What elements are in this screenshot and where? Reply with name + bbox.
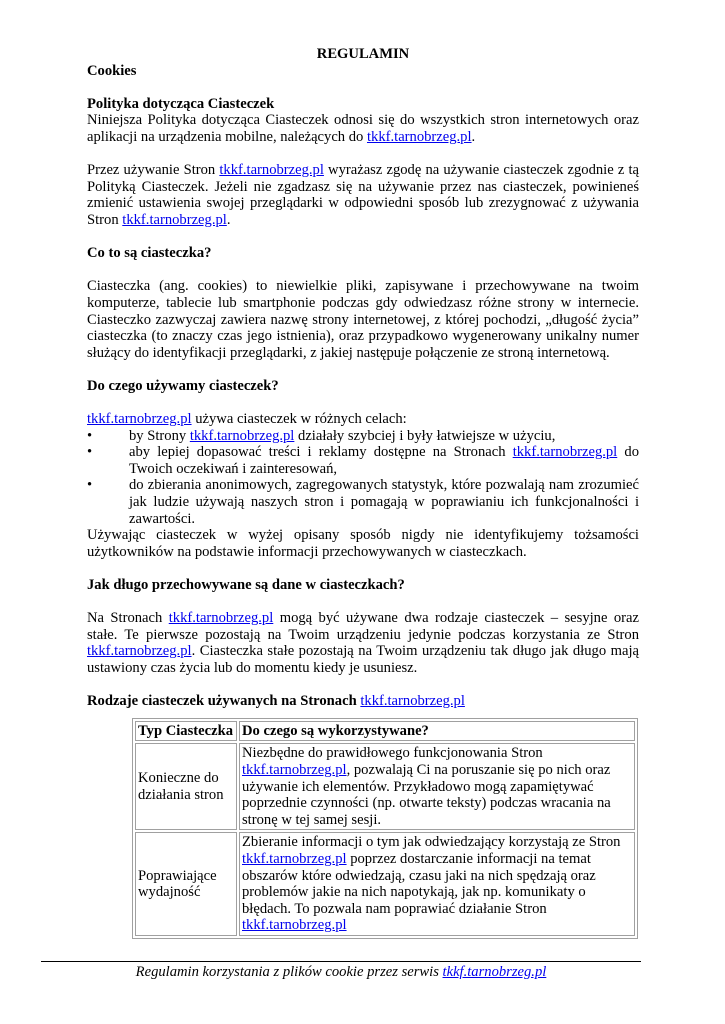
site-link[interactable]: tkkf.tarnobrzeg.pl	[442, 964, 547, 980]
list-item: • aby lepiej dopasować treści i reklamy dostępne na Stronach tkkf.tarnobrzeg.pl do Twoich oczekiwań i zainteresowań,	[87, 444, 639, 477]
site-link[interactable]: tkkf.tarnobrzeg.pl	[242, 850, 347, 867]
table-header-type: Typ Ciasteczka	[135, 721, 237, 742]
site-link[interactable]: tkkf.tarnobrzeg.pl	[219, 162, 324, 179]
paragraph-intro: Niniejsza Polityka dotycząca Ciasteczek odnosi się do wszystkich stron internetowych oraz aplikacji na urządzenia mobilne, należących do tkkf.tarnobrzeg.pl.	[87, 112, 639, 145]
paragraph-how-long: Na Stronach tkkf.tarnobrzeg.pl mogą być używane dwa rodzaje ciasteczek – sesyjne oraz stałe. Te pierwsze pozostają na Twoim urządzeniu jedynie podczas korzystania ze Stron tkkf.tarnobrzeg.pl. Ciasteczka stałe pozostają na Twoim urządzeniu tak długo jak długo mają ustawiony czas życia lub do momentu kiedy je usuniesz.	[87, 610, 639, 676]
site-link[interactable]: tkkf.tarnobrzeg.pl	[512, 444, 618, 461]
table-header-purpose: Do czego są wykorzystywane?	[239, 721, 635, 742]
paragraph-consent: Przez używanie Stron tkkf.tarnobrzeg.pl wyrażasz zgodę na używanie ciasteczek zgodnie z tą Polityką Ciasteczek. Jeżeli nie zgadzasz się na używanie przez nas ciasteczek, powinieneś zmienić ustawienia swojej przeglądarki w odpowiedni sposób lub zrezygnować z używania Stron tkkf.tarnobrzeg.pl.	[87, 162, 639, 228]
site-link[interactable]: tkkf.tarnobrzeg.pl	[87, 643, 192, 660]
heading-what: Co to są ciasteczka?	[87, 245, 212, 262]
section-heading-cookies: Cookies	[87, 62, 137, 79]
paragraph-use-intro: tkkf.tarnobrzeg.pl używa ciasteczek w różnych celach:	[87, 411, 407, 428]
site-link[interactable]: tkkf.tarnobrzeg.pl	[360, 693, 465, 710]
heading-types: Rodzaje ciasteczek używanych na Stronach tkkf.tarnobrzeg.pl	[87, 693, 465, 710]
table-row	[135, 743, 635, 830]
page-footer: Regulamin korzystania z plików cookie przez serwis tkkf.tarnobrzeg.pl	[135, 964, 547, 980]
heading-use: Do czego używamy ciasteczek?	[87, 377, 279, 394]
table-header-row	[135, 721, 635, 742]
footer-divider	[41, 961, 641, 962]
list-item: • do zbierania anonimowych, zagregowanych statystyk, które pozwalają nam zrozumieć jak ludzie używają naszych stron i pomagają w poprawianiu ich funkcjonalności i zawartości.	[87, 477, 639, 527]
document-page	[87, 46, 639, 939]
site-link[interactable]: tkkf.tarnobrzeg.pl	[242, 761, 347, 778]
paragraph-use-after: Używając ciasteczek w wyżej opisany sposób nigdy nie identyfikujemy tożsamości użytkowników na podstawie informacji przechowywanych w ciasteczkach.	[87, 527, 639, 560]
site-link[interactable]: tkkf.tarnobrzeg.pl	[87, 411, 192, 428]
site-link[interactable]: tkkf.tarnobrzeg.pl	[366, 128, 472, 145]
table-cell-purpose: Niezbędne do prawidłowego funkcjonowania Stron tkkf.tarnobrzeg.pl, pozwalają Ci na poruszanie się po nich oraz używanie ich elementów. Przykładowo mogą zapamiętywać poprzednie czynności (np. otwarte teksty) podczas wracania na stronę w tej samej sesji.	[239, 743, 635, 830]
list-item: • by Strony tkkf.tarnobrzeg.pl działały szybciej i były łatwiejsze w użyciu,	[87, 428, 639, 445]
table-cell-type: Konieczne do działania stron	[135, 743, 237, 830]
site-link[interactable]: tkkf.tarnobrzeg.pl	[122, 211, 227, 228]
site-link[interactable]: tkkf.tarnobrzeg.pl	[189, 427, 295, 444]
site-link[interactable]: tkkf.tarnobrzeg.pl	[242, 917, 347, 934]
table-cell-type: Poprawiające wydajność	[135, 832, 237, 936]
site-link[interactable]: tkkf.tarnobrzeg.pl	[168, 610, 274, 627]
paragraph-what: Ciasteczka (ang. cookies) to niewielkie pliki, zapisywane i przechowywane na twoim komputerze, tablecie lub smartphonie podczas gdy odwiedzasz różne strony w internecie. Ciasteczko zazwyczaj zawiera nazwę strony internetowej, z której pochodzi, „długość życia” ciasteczka (to znaczy czas jego istnienia), oraz przypadkowo wygenerowany unikalny numer służący do identyfikacji przeglądarki, z jakiej następuje połączenie ze stroną internetową.	[87, 278, 639, 361]
page-title: REGULAMIN	[316, 46, 410, 62]
table-cell-purpose: Zbieranie informacji o tym jak odwiedzający korzystają ze Stron tkkf.tarnobrzeg.pl poprzez dostarczanie informacji na temat obszarów które odwiedzają, czasu jaki na nich spędzają oraz problemów jakie na nich napotykają, jak np. komunikaty o błędach. To pozwala nam poprawiać działanie Stron tkkf.tarnobrzeg.pl	[239, 832, 635, 936]
heading-how-long: Jak długo przechowywane są dane w ciasteczkach?	[87, 577, 405, 593]
cookie-types-table	[132, 718, 638, 939]
heading-policy: Polityka dotycząca Ciasteczek	[87, 95, 275, 112]
use-list	[87, 428, 639, 528]
table-row	[135, 832, 635, 936]
